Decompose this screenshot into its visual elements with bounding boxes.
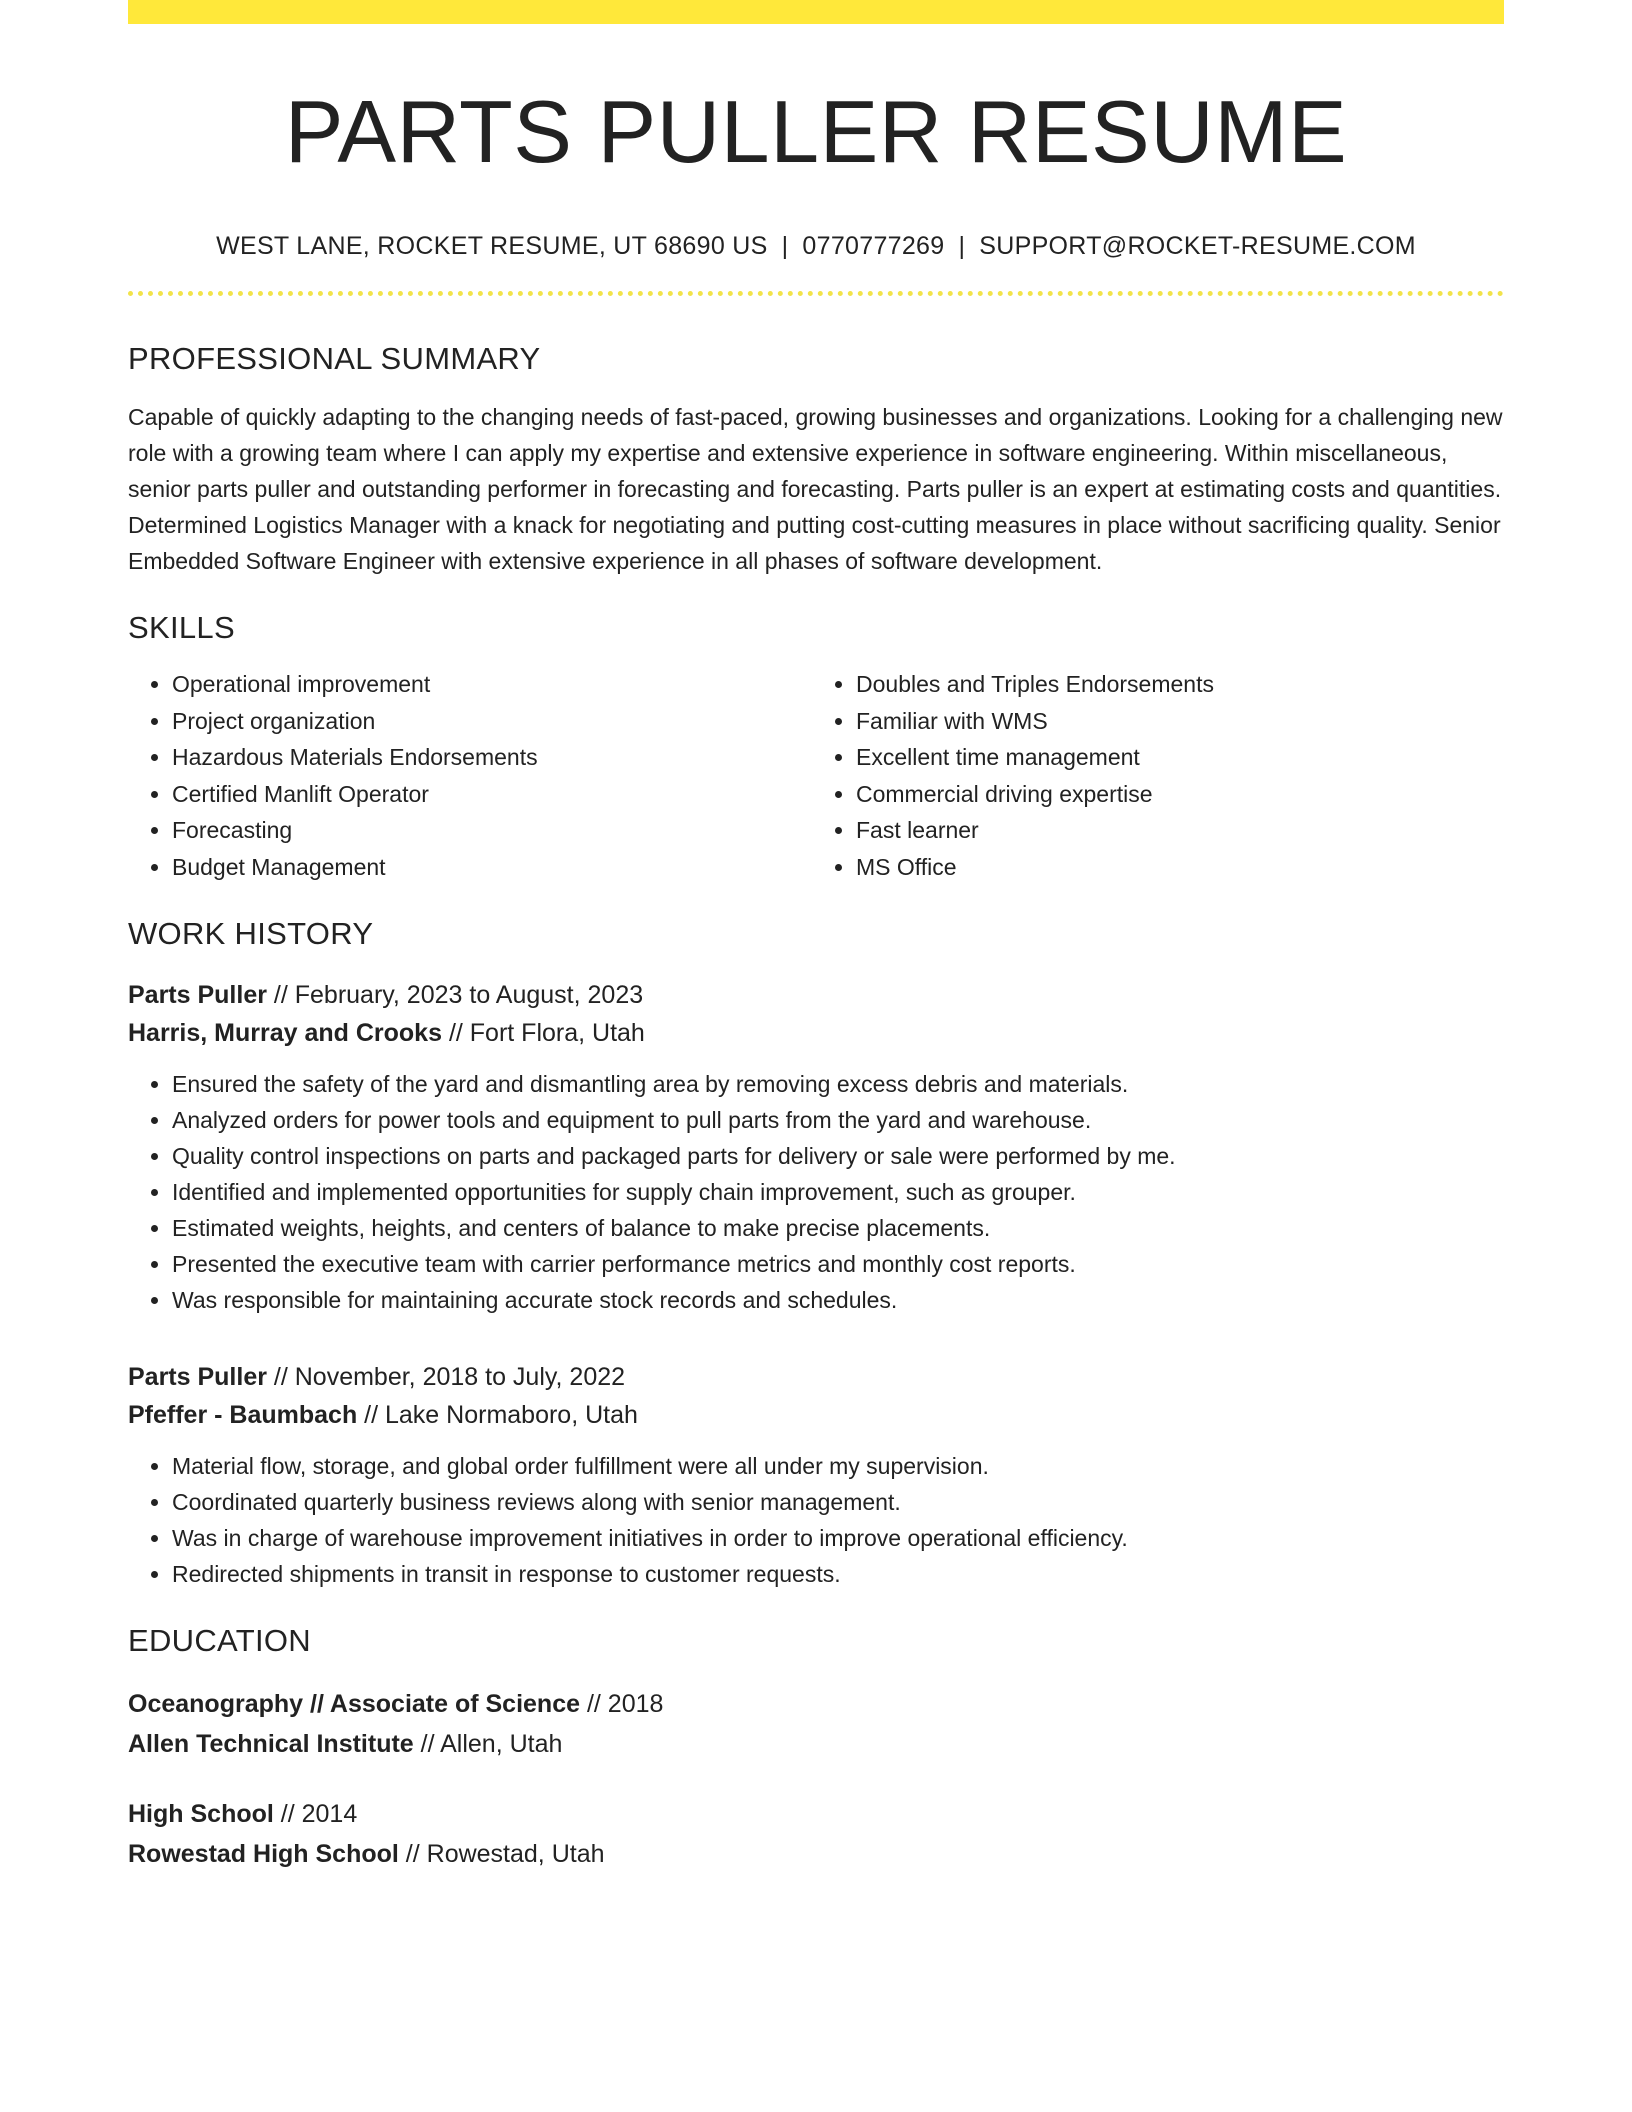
- dotted-divider: [128, 291, 1504, 296]
- resume-page: [128, 0, 1504, 1874]
- education-year: // 2018: [580, 1689, 664, 1718]
- job-company: Pfeffer - Baumbach: [128, 1401, 358, 1430]
- job-dates: // February, 2023 to August, 2023: [266, 981, 644, 1010]
- skill-item: • Familiar with WMS: [856, 703, 1490, 740]
- job-company-line: [128, 1014, 1504, 1052]
- job-dates: // November, 2018 to July, 2022: [266, 1363, 626, 1392]
- education-school-line: [128, 1834, 1504, 1874]
- work-history-heading: WORK HISTORY: [128, 916, 374, 952]
- skills-list: [128, 666, 1504, 885]
- education-degree: High School: [128, 1799, 274, 1828]
- job-title: Parts Puller: [128, 1363, 267, 1392]
- skill-item: • Certified Manlift Operator: [172, 776, 806, 813]
- job-company-line: [128, 1396, 1504, 1434]
- skill-item: • Operational improvement: [172, 666, 806, 703]
- education-heading: EDUCATION: [128, 1623, 311, 1659]
- job-bullet: • Redirected shipments in transit in response to customer requests.: [172, 1556, 1504, 1592]
- job-bullet: • Coordinated quarterly business reviews along with senior management.: [172, 1484, 1504, 1520]
- education-degree-line: [128, 1794, 1504, 1834]
- skills-heading: SKILLS: [128, 609, 235, 645]
- top-accent-bar: [128, 0, 1504, 24]
- education-entry: [128, 1794, 1504, 1874]
- job-bullet: • Identified and implemented opportunities for supply chain improvement, such as grouper.: [172, 1174, 1504, 1210]
- skill-item: • Project organization: [172, 703, 806, 740]
- education-entry: [128, 1684, 1504, 1764]
- skill-item: • Hazardous Materials Endorsements: [172, 739, 806, 776]
- job-bullet: • Analyzed orders for power tools and equipment to pull parts from the yard and warehouse.: [172, 1102, 1504, 1138]
- education-school-line: [128, 1724, 1504, 1764]
- education-degree: Oceanography // Associate of Science: [128, 1689, 581, 1718]
- education-school: Allen Technical Institute: [128, 1729, 414, 1758]
- job-bullet: • Quality control inspections on parts and packaged parts for delivery or sale were performed by me.: [172, 1138, 1504, 1174]
- job-bullets: [128, 1448, 1504, 1592]
- contact-address: WEST LANE, ROCKET RESUME, UT 68690 US: [216, 231, 768, 260]
- job-entry: [128, 976, 1504, 1318]
- job-location: // Fort Flora, Utah: [442, 1019, 645, 1048]
- skill-item: • MS Office: [856, 849, 1490, 886]
- job-bullet: • Ensured the safety of the yard and dismantling area by removing excess debris and materials.: [172, 1066, 1504, 1102]
- contact-separator: |: [958, 231, 966, 260]
- job-bullet: • Estimated weights, heights, and centers of balance to make precise placements.: [172, 1210, 1504, 1246]
- education-location: // Rowestad, Utah: [398, 1839, 605, 1868]
- skill-item: • Commercial driving expertise: [856, 776, 1490, 813]
- skill-item: • Forecasting: [172, 812, 806, 849]
- skill-item: • Fast learner: [856, 812, 1490, 849]
- education-degree-line: [128, 1684, 1504, 1724]
- education-location: // Allen, Utah: [413, 1729, 563, 1758]
- skill-item: • Budget Management: [172, 849, 806, 886]
- education-year: // 2014: [273, 1799, 358, 1828]
- skills-column-left: [128, 666, 806, 885]
- job-bullet: • Was responsible for maintaining accurate stock records and schedules.: [172, 1282, 1504, 1318]
- contact-phone: 0770777269: [802, 231, 945, 260]
- education-school: Rowestad High School: [128, 1839, 399, 1868]
- contact-email: SUPPORT@ROCKET-RESUME.COM: [979, 231, 1416, 260]
- job-bullet: • Presented the executive team with carrier performance metrics and monthly cost reports.: [172, 1246, 1504, 1282]
- contact-separator: |: [781, 231, 789, 260]
- job-entry: [128, 1358, 1504, 1592]
- job-bullet: • Was in charge of warehouse improvement initiatives in order to improve operational efficiency.: [172, 1520, 1504, 1556]
- skills-column-right: [806, 666, 1490, 885]
- summary-text: Capable of quickly adapting to the changing needs of fast-paced, growing businesses and organizations. Looking for a challenging new role with a growing team where I can apply my expertise and extensive experience in software engineering. Within miscellaneous, senior parts puller and outstanding performer in forecasting and forecasting. Parts puller is an expert at estimating costs and quantities. Determined Logistics Manager with a knack for negotiating and putting cost-cutting measures in place without sacrificing quality. Senior Embedded Software Engineer with extensive experience in all phases of software development.: [128, 403, 1503, 574]
- summary-heading: PROFESSIONAL SUMMARY: [128, 340, 541, 376]
- job-title: Parts Puller: [128, 981, 267, 1010]
- skill-item: • Doubles and Triples Endorsements: [856, 666, 1490, 703]
- contact-line: [128, 231, 1504, 261]
- job-bullet: • Material flow, storage, and global order fulfillment were all under my supervision.: [172, 1448, 1504, 1484]
- job-location: // Lake Normaboro, Utah: [357, 1401, 638, 1430]
- job-title-line: [128, 1358, 1504, 1396]
- skill-item: • Excellent time management: [856, 739, 1490, 776]
- job-title-line: [128, 976, 1504, 1014]
- resume-title: PARTS PULLER RESUME: [284, 82, 1348, 181]
- job-bullets: [128, 1066, 1504, 1318]
- job-company: Harris, Murray and Crooks: [128, 1019, 442, 1048]
